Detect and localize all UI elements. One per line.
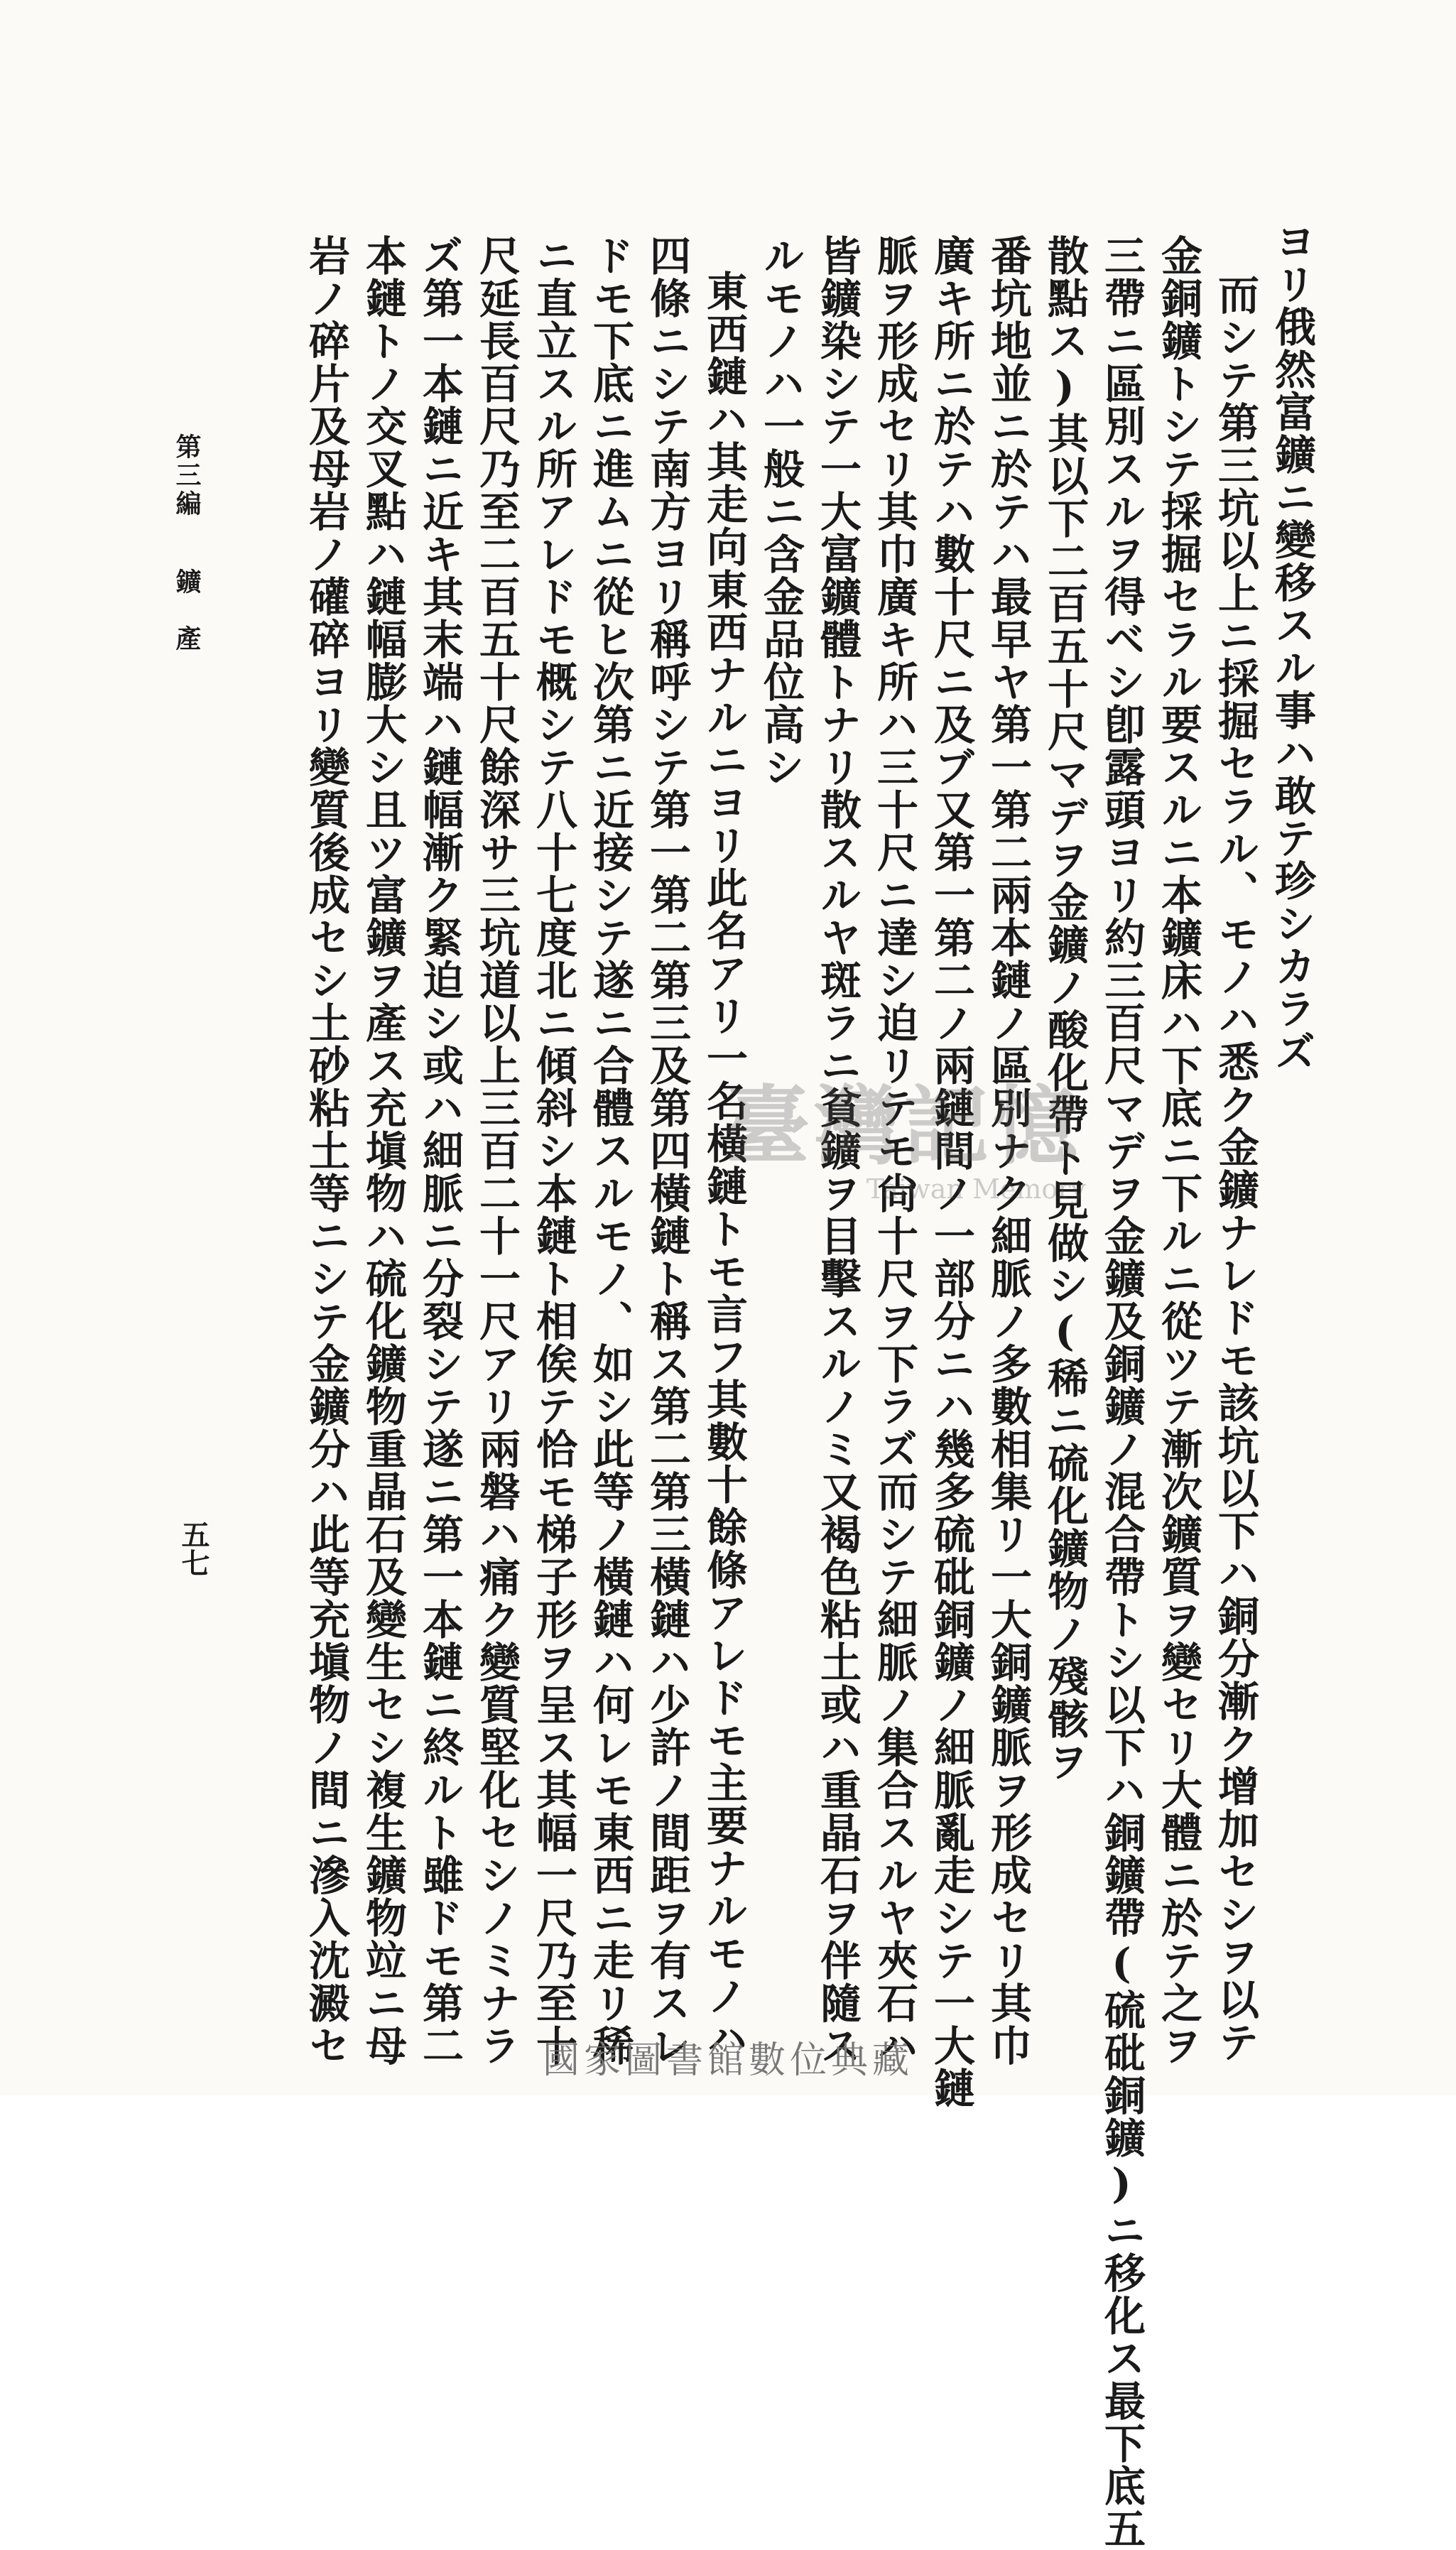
- text-column-15: 尺延長百尺乃至二百五十尺餘深サ三坑道以上三百二十一尺アリ兩磐ハ痛ク變質堅化セシノミナラ: [472, 234, 521, 2067]
- text-column-3: 金銅鑛トシテ採掘セラル要スルニ本鑛床ハ下底ニ下ルニ從ツテ漸次鑛質ヲ變セリ大體ニ於テ之ヲ: [1154, 234, 1202, 2067]
- text-column-13: ドモ下底ニ進ムニ從ヒ次第ニ近接シテ遂ニ合體スルモノ、如シ此等ノ橫鏈ハ何レモ東西ニ走リ稀: [586, 234, 634, 2067]
- text-column-5: 散點ス)其以下二百五十尺マデヲ金鑛ノ酸化帶ト見做シ(稀ニ硫化鑛物ノ殘骸ヲ: [1041, 234, 1089, 1783]
- text-column-16: ズ第一本鏈ニ近キ其末端ハ鏈幅漸ク緊迫シ或ハ細脈ニ分裂シテ遂ニ第一本鏈ニ終ルト雖ドモ第二: [415, 234, 464, 2067]
- text-column-10: ルモノハ一般ニ含金品位高シ: [756, 234, 805, 788]
- text-column-18: 岩ノ碎片及母岩ノ礶碎ヨリ變質後成セシ土砂粘土等ニシテ金鑛分ハ此等充塡物ノ間ニ滲入沈澱セ: [302, 234, 350, 2067]
- text-column-2: 而シテ第三坑以上ニ採掘セラル、モノハ悉ク金鑛ナレドモ該坑以下ハ銅分漸ク增加セシヲ以テ: [1211, 273, 1259, 2063]
- text-column-1: ヨリ俄然富鑛ニ變移スル事ハ敢テ珍シカラズ: [1268, 220, 1316, 1073]
- page-number: 五七: [177, 1520, 210, 1577]
- watermark-cjk: 臺灣記憶: [724, 1076, 1082, 1176]
- text-column-9: 皆鑛染シテ一大富鑛體トナリ散スルヤ斑ラニ貧鑛ヲ目擊スルノミ又褐色粘土或ハ重晶石ヲ伴隨ス: [813, 234, 862, 2067]
- watermark-en: Taiwan Memory: [866, 1173, 1086, 1205]
- margin-section-label: 第三編: [172, 433, 202, 519]
- text-column-11: 東西鏈ハ其走向東西ナルニヨリ此名アリ一名橫鏈トモ言フ其數十餘條アレドモ主要ナルモノハ: [700, 270, 748, 2060]
- text-column-12: 四條ニシテ南方ヨリ稱呼シテ第一第二第三及第四橫鏈ト稱ス第二第三橫鏈ハ少許ノ間距ヲ有スレ: [643, 234, 691, 2067]
- text-column-8: 脈ヲ形成セリ其巾廣キ所ハ三十尺ニ達シ迫リテモ尙十尺ヲ下ラズ而シテ細脈ノ集合スルヤ夾石ハ: [870, 234, 918, 2067]
- margin-chapter-title: 鑛 產: [172, 568, 202, 653]
- text-column-7: 廣キ所ニ於テハ數十尺ニ及ブ又第一第二ノ兩鏈間ノ一部分ニハ幾多硫砒銅鑛ノ細脈亂走シテ一大鏈: [927, 234, 975, 2110]
- text-column-14: ニ直立スル所アレドモ概シテ八十七度北ニ傾斜シ本鏈ト相俟テ恰モ梯子形ヲ呈ス其幅一尺乃至十: [529, 234, 577, 2067]
- text-column-6: 番坑地並ニ於テハ最早ヤ第一第二兩本鏈ノ區別ナク細脈ノ多數相集リ一大銅鑛脈ヲ形成セリ其巾: [984, 234, 1032, 2067]
- text-column-4: 三帶ニ區別スルヲ得ベシ卽露頭ヨリ約三百尺マデヲ金鑛及銅鑛ノ混合帶トシ以下ハ銅鑛帶(硫砒銅鑛)ニ移化ス最下底五: [1097, 234, 1146, 2550]
- footer-credit: 國家圖書館數位典藏: [542, 2039, 913, 2082]
- text-column-17: 本鏈トノ交叉點ハ鏈幅膨大シ且ツ富鑛ヲ產ス充塡物ハ硫化鑛物重晶石及變生セシ複生鑛物竝ニ母: [359, 234, 407, 2067]
